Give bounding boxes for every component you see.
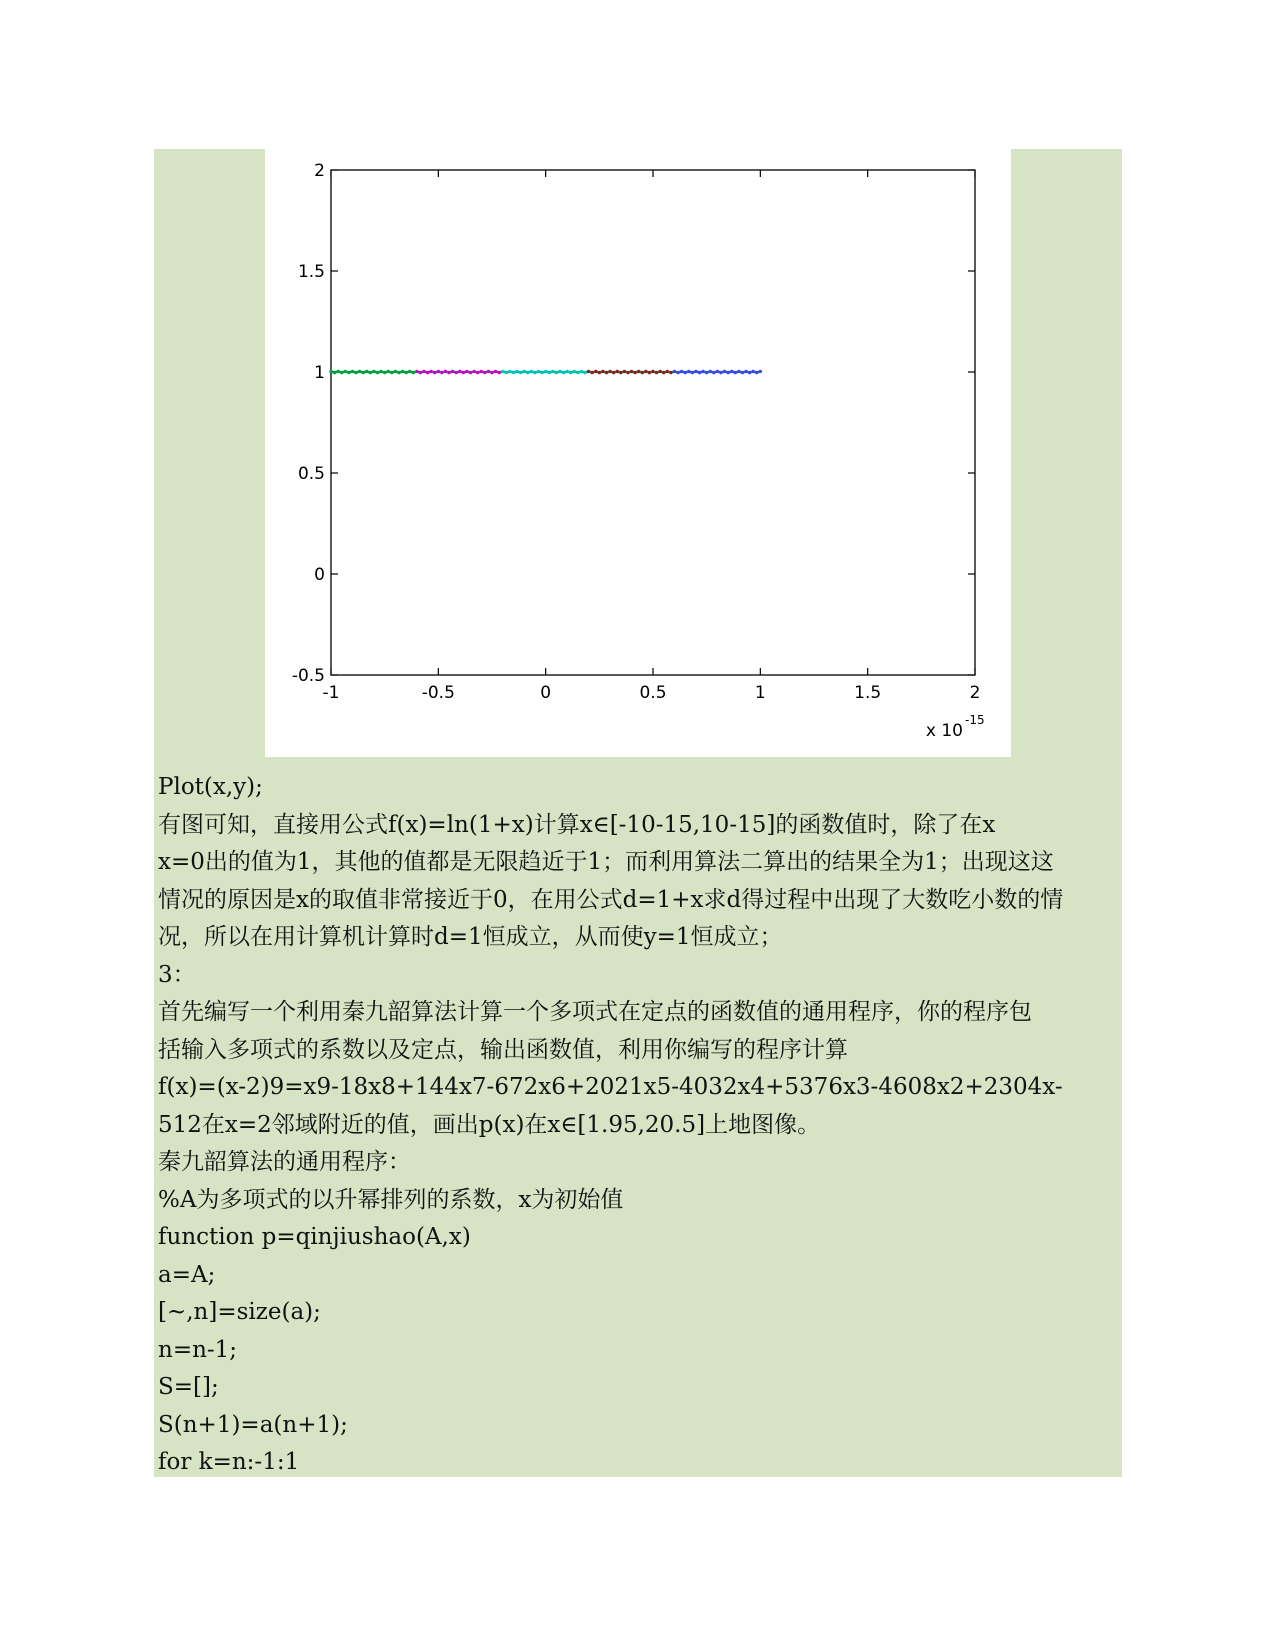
data-point (462, 371, 465, 374)
data-point (712, 371, 715, 374)
data-point (612, 371, 615, 374)
data-point (608, 370, 611, 373)
data-point (601, 370, 604, 373)
data-point (598, 371, 601, 374)
data-point (726, 371, 729, 374)
data-point (748, 371, 751, 374)
data-point (687, 370, 690, 373)
text-line: 秦九韶算法的通用程序： (158, 1149, 411, 1175)
data-point (497, 371, 500, 374)
data-point (594, 370, 597, 373)
data-point (494, 370, 497, 373)
data-point (666, 370, 669, 373)
data-point (369, 371, 372, 374)
data-point (465, 370, 468, 373)
text-line: 有图可知，直接用公式f(x)=ln(1+x)计算x∈[-10-15,10-15]的函数值时，除了在x (158, 811, 996, 838)
data-point (480, 370, 483, 373)
text-line: [~,n]=size(a); (158, 1299, 321, 1325)
data-point (401, 370, 404, 373)
text-line: x=0出的值为1，其他的值都是无限趋近于1；而利用算法二算出的结果全为1；出现这这 (158, 849, 1054, 875)
data-point (623, 370, 626, 373)
data-point (469, 371, 472, 374)
data-point (701, 370, 704, 373)
data-point (605, 371, 608, 374)
text-line: 512在x=2邻域附近的值，画出p(x)在x∈[1.95,20.5]上地图像。 (158, 1111, 821, 1138)
y-tick-label: 0 (314, 565, 325, 585)
data-point (544, 370, 547, 373)
text-line: S(n+1)=a(n+1); (158, 1411, 348, 1438)
data-point (555, 371, 558, 374)
data-point (716, 370, 719, 373)
data-point (537, 370, 540, 373)
data-point (362, 371, 365, 374)
text-line: f(x)=(x-2)9=x9-18x8+144x7-672x6+2021x5-4032x4+5376x3-4608x2+2304x- (158, 1074, 1063, 1100)
data-point (387, 370, 390, 373)
text-line: 情况的原因是x的取值非常接近于0，在用公式d=1+x求d得过程中出现了大数吃小数的情 (158, 886, 1064, 913)
data-point (390, 371, 393, 374)
text-line: function p=qinjiushao(A,x) (158, 1224, 471, 1250)
data-point (709, 370, 712, 373)
data-point (576, 371, 579, 374)
data-point (429, 370, 432, 373)
data-point (662, 371, 665, 374)
data-point (526, 371, 529, 374)
y-tick-label: 1.5 (297, 262, 325, 282)
data-point (523, 370, 526, 373)
highlighted-text-block (154, 149, 1122, 1477)
data-point (619, 371, 622, 374)
text-line: n=n-1; (158, 1336, 238, 1363)
x-tick-label: 1.5 (854, 683, 882, 703)
x-tick-label: -1 (322, 683, 340, 703)
x-tick-label: 1 (754, 683, 766, 703)
data-point (676, 371, 679, 374)
data-point (422, 370, 425, 373)
data-point (680, 370, 683, 373)
text-line: %A为多项式的以升幂排列的系数，x为初始值 (158, 1186, 624, 1213)
data-point (533, 371, 536, 374)
data-point (569, 371, 572, 374)
data-point (651, 370, 654, 373)
data-point (558, 370, 561, 373)
text-line: 首先编写一个利用秦九韶算法计算一个多项式在定点的函数值的通用程序，你的程序包 (158, 999, 1032, 1025)
data-point (451, 370, 454, 373)
data-point (508, 370, 511, 373)
data-point (633, 371, 636, 374)
data-point (447, 371, 450, 374)
data-point (412, 371, 415, 374)
x-tick-label: 0 (540, 683, 552, 703)
data-point (397, 371, 400, 374)
data-point (698, 371, 701, 374)
x-tick-label: 2 (969, 683, 981, 703)
data-point (673, 370, 676, 373)
data-point (372, 370, 375, 373)
data-point (655, 371, 658, 374)
data-point (730, 370, 733, 373)
data-point (573, 370, 576, 373)
line-chart (265, 149, 1011, 757)
data-point (694, 370, 697, 373)
data-point (744, 370, 747, 373)
document-text (158, 769, 1114, 1482)
data-point (487, 370, 490, 373)
data-point (329, 370, 332, 373)
text-line: for k=n:-1:1 (158, 1449, 300, 1475)
data-point (590, 371, 593, 374)
text-line: Plot(x,y); (158, 774, 263, 800)
data-point (580, 370, 583, 373)
data-point (691, 371, 694, 374)
data-point (358, 370, 361, 373)
data-point (626, 371, 629, 374)
data-point (505, 371, 508, 374)
data-point (540, 371, 543, 374)
data-point (415, 370, 418, 373)
y-tick-label: 1 (314, 363, 325, 383)
data-point (751, 370, 754, 373)
data-point (383, 371, 386, 374)
data-point (648, 371, 651, 374)
y-tick-label: -0.5 (291, 666, 325, 686)
data-point (426, 371, 429, 374)
data-point (512, 371, 515, 374)
data-point (344, 370, 347, 373)
data-point (641, 371, 644, 374)
data-point (684, 371, 687, 374)
data-point (490, 371, 493, 374)
data-point (483, 371, 486, 374)
x-tick-label: 0.5 (639, 683, 667, 703)
data-point (437, 370, 440, 373)
data-point (551, 370, 554, 373)
data-point (737, 370, 740, 373)
plot-frame (331, 170, 975, 675)
data-point (637, 370, 640, 373)
data-point (472, 370, 475, 373)
data-point (333, 371, 336, 374)
data-point (340, 371, 343, 374)
data-point (379, 370, 382, 373)
data-point (723, 370, 726, 373)
text-line: 括输入多项式的系数以及定点，输出函数值，利用你编写的程序计算 (158, 1036, 848, 1063)
text-line: a=A; (158, 1261, 216, 1288)
data-point (519, 371, 522, 374)
data-point (755, 371, 758, 374)
data-point (501, 370, 504, 373)
text-line: S=[]; (158, 1374, 219, 1400)
data-point (455, 371, 458, 374)
x-axis-exponent-power: -15 (965, 713, 985, 727)
data-point (734, 371, 737, 374)
data-point (565, 370, 568, 373)
data-point (354, 371, 357, 374)
data-point (562, 371, 565, 374)
data-point (394, 370, 397, 373)
data-point (587, 370, 590, 373)
data-point (433, 371, 436, 374)
data-point (616, 370, 619, 373)
data-point (669, 371, 672, 374)
y-tick-label: 2 (314, 161, 325, 181)
data-point (658, 370, 661, 373)
data-point (376, 371, 379, 374)
data-point (719, 371, 722, 374)
data-point (548, 371, 551, 374)
data-point (705, 371, 708, 374)
data-point (419, 371, 422, 374)
data-point (515, 370, 518, 373)
x-tick-label: -0.5 (421, 683, 455, 703)
data-point (351, 370, 354, 373)
data-point (404, 371, 407, 374)
data-point (530, 370, 533, 373)
data-point (408, 370, 411, 373)
data-point (630, 370, 633, 373)
data-point (347, 371, 350, 374)
data-point (444, 370, 447, 373)
text-line: 3： (158, 961, 196, 988)
data-point (583, 371, 586, 374)
text-line: 况，所以在用计算机计算时d=1恒成立，从而使y=1恒成立； (158, 924, 783, 950)
data-point (476, 371, 479, 374)
data-point (741, 371, 744, 374)
data-point (458, 370, 461, 373)
data-point (365, 370, 368, 373)
x-axis-exponent-label: x 10 (925, 721, 963, 741)
y-tick-label: 0.5 (297, 464, 325, 484)
plot-figure (265, 149, 1011, 757)
data-point (440, 371, 443, 374)
data-point (336, 370, 339, 373)
data-point (644, 370, 647, 373)
data-point (759, 370, 762, 373)
